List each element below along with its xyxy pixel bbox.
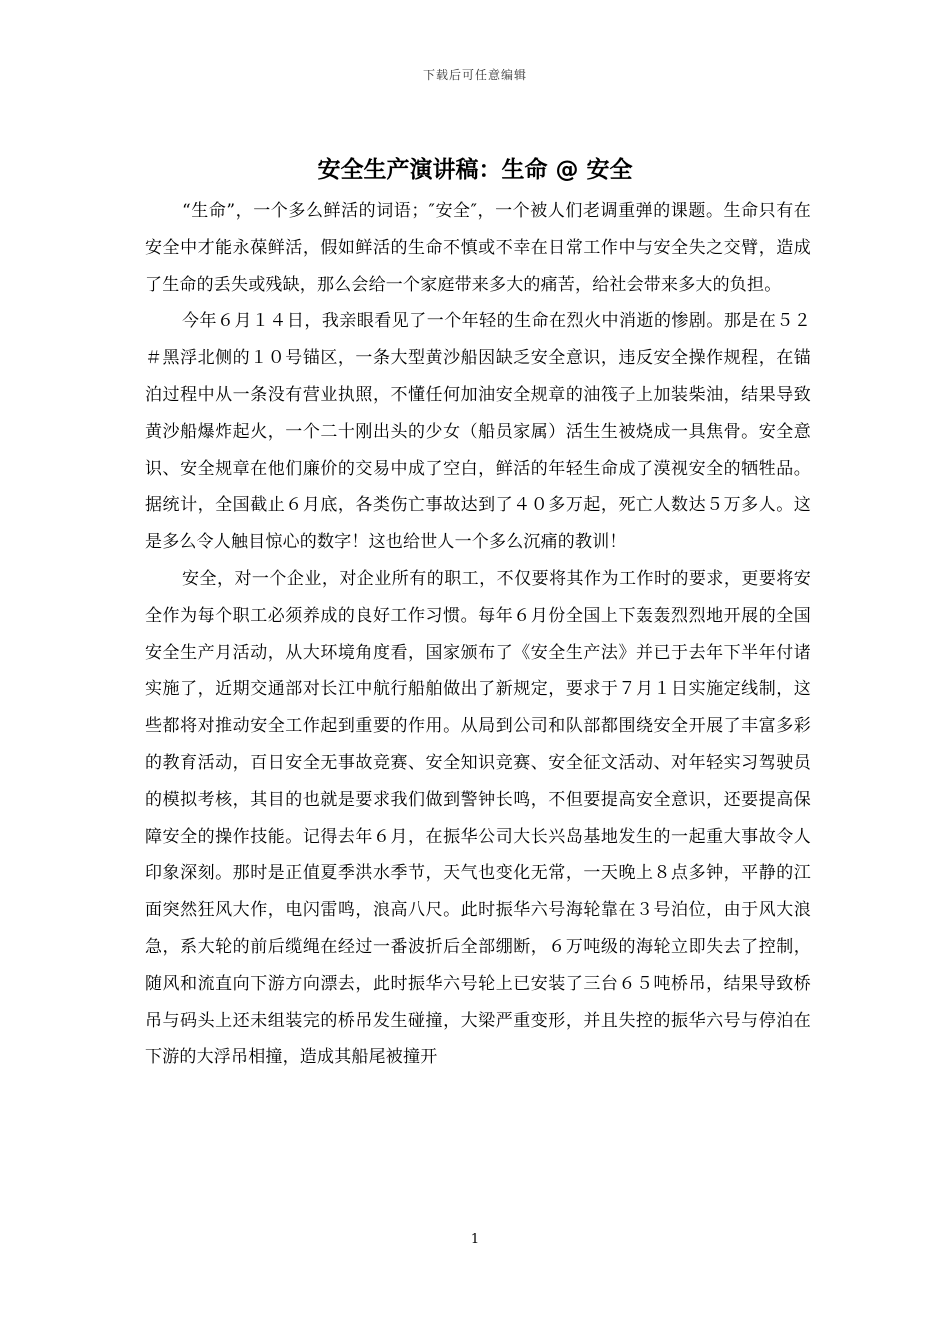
document-title: 安全生产演讲稿：生命 @ 安全: [317, 157, 633, 183]
paragraph-3: 安全，对一个企业，对企业所有的职工，不仅要将其作为工作时的要求，更要将安全作为每个职工必须养成的良好工作习惯。每年６月份全国上下轰轰烈烈地开展的全国安全生产月活动，从大环境角度看，国家颁布了《安全生产法》并已于去年下半年付诸实施了，近期交通部对长江中航行船舶做出了新规定，要求于７月１日实施定线制，这些都将对推动安全工作起到重要的作用。从局到公司和队部都围绕安全开展了丰富多彩的教育活动，百日安全无事故竞赛、安全知识竞赛、安全征文活动、对年轻实习驾驶员的模拟考核，其目的也就是要求我们做到警钟长鸣，不但要提高安全意识，还要提高保障安全的操作技能。记得去年６月，在振华公司大长兴岛基地发生的一起重大事故令人印象深刻。那时是正值夏季洪水季节，天气也变化无常，一天晚上８点多钟，平静的江面突然狂风大作，电闪雷鸣，浪高八尺。此时振华六号海轮靠在３号泊位，由于风大浪急，系大轮的前后缆绳在经过一番波折后全部绷断，６万吨级的海轮立即失去了控制，随风和流直向下游方向漂去，此时振华六号轮上已安装了三台６５吨桥吊，结果导致桥吊与码头上还未组装完的桥吊发生碰撞，大梁严重变形，并且失控的振华六号与停泊在下游的大浮吊相撞，造成其船尾被撞开: [145, 568, 811, 1068]
paragraph-2: 今年６月１４日，我亲眼看见了一个年轻的生命在烈火中消逝的惨剧。那是在５２＃黑浮北侧的１０号锚区，一条大型黄沙船因缺乏安全意识，违反安全操作规程，在锚泊过程中从一条没有营业执照，不懂任何加油安全规章的油筏子上加装柴油，结果导致黄沙船爆炸起火，一个二十刚出头的少女（船员家属）活生生被烧成一具焦骨。安全意识、安全规章在他们廉价的交易中成了空白，鲜活的年轻生命成了漠视安全的牺牲品。据统计，全国截止６月底，各类伤亡事故达到了４０多万起，死亡人数达５万多人。这是多么令人触目惊心的数字！这也给世人一个多么沉痛的教训！: [145, 311, 811, 553]
document-body: [145, 193, 811, 1076]
paragraph-1: “生命”，一个多么鲜活的词语；″安全″，一个被人们老调重弹的课题。生命只有在安全中才能永葆鲜活，假如鲜活的生命不慎或不幸在日常工作中与安全失之交臂，造成了生命的丢失或残缺，那么会给一个家庭带来多大的痛苦，给社会带来多大的负担。: [145, 201, 811, 295]
page-header: 下载后可任意编辑: [422, 68, 527, 82]
page-number: 1: [470, 1232, 480, 1247]
